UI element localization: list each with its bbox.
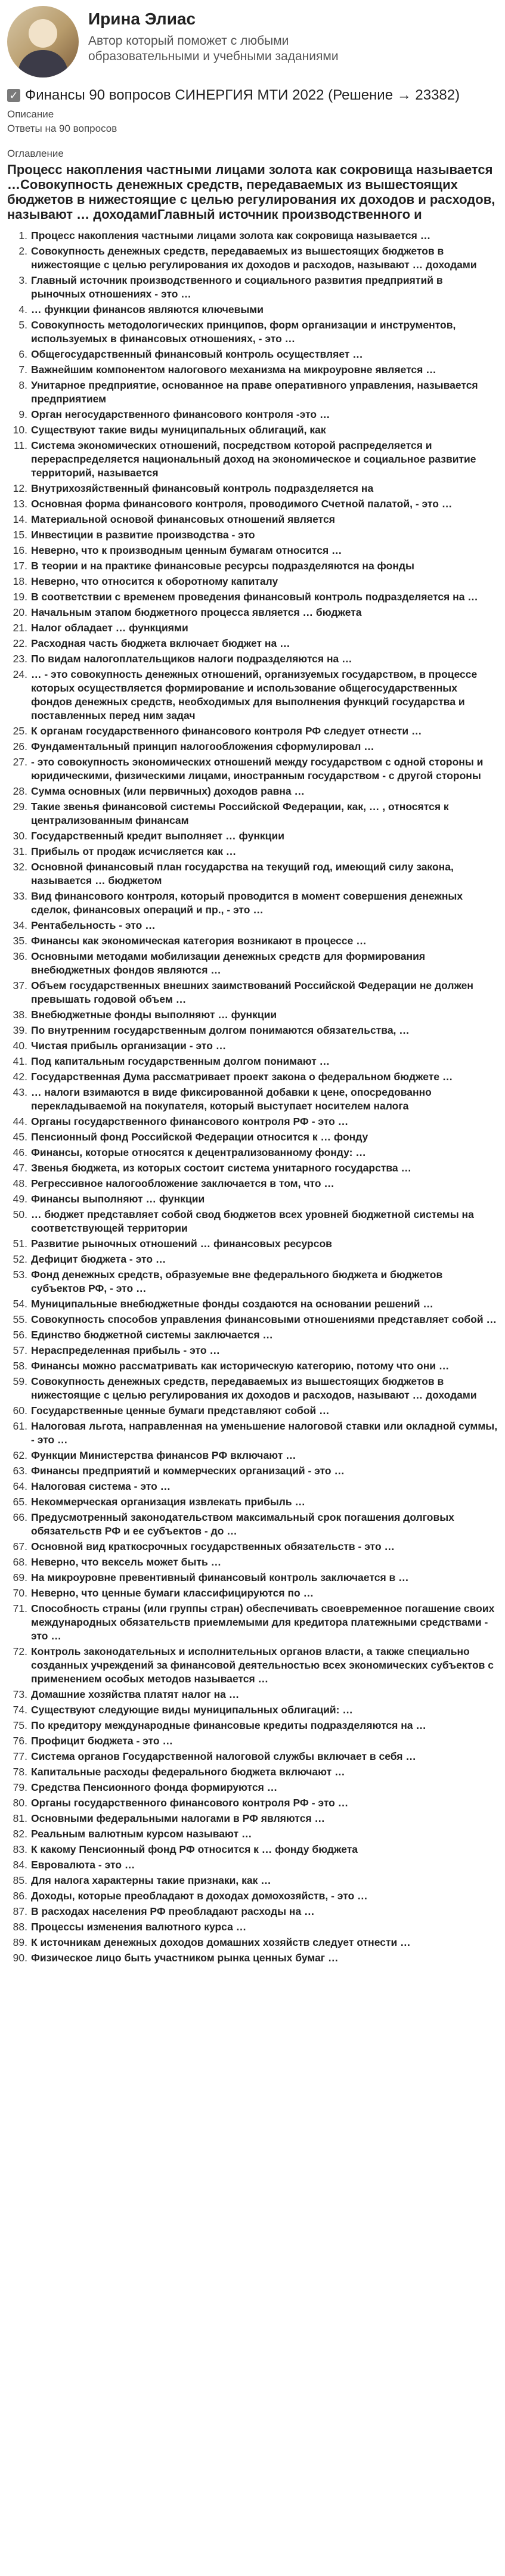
question-text: Вид финансового контроля, который проводится в момент совершения денежных сделок, финансовых операций и пр., - это … <box>31 890 463 916</box>
question-item <box>7 1375 498 1402</box>
description-label: Описание <box>7 109 54 120</box>
toc-label: Оглавление <box>7 148 64 159</box>
question-number: 90. <box>13 1952 27 1964</box>
question-text: Фонд денежных средств, образуемые вне федерального бюджета и бюджетов субъектов РФ, - это … <box>31 1269 443 1294</box>
question-number: 68. <box>13 1556 27 1568</box>
question-number: 29. <box>13 801 27 813</box>
question-item <box>7 800 498 827</box>
question-number: 49. <box>13 1193 27 1205</box>
question-item <box>7 1874 498 1887</box>
question-item <box>7 575 498 588</box>
question-number: 42. <box>13 1071 27 1083</box>
question-text: Важнейшим компонентом налогового механизма на микроуровне является … <box>31 364 436 376</box>
question-item <box>7 621 498 635</box>
question-text: Финансы как экономическая категория возникают в процессе … <box>31 935 367 947</box>
question-number: 82. <box>13 1828 27 1840</box>
question-item <box>7 1571 498 1585</box>
question-number: 7. <box>18 364 27 376</box>
question-number: 8. <box>18 379 27 391</box>
question-item <box>7 1359 498 1373</box>
question-item <box>7 229 498 243</box>
question-text: Основными федеральными налогами в РФ являются … <box>31 1812 326 1824</box>
question-number: 19. <box>13 591 27 603</box>
question-item <box>7 1645 498 1686</box>
question-item <box>7 439 498 480</box>
question-number: 13. <box>13 498 27 510</box>
question-number: 57. <box>13 1344 27 1356</box>
question-number: 39. <box>13 1024 27 1036</box>
question-number: 80. <box>13 1797 27 1809</box>
question-item <box>7 379 498 406</box>
question-text: Прибыль от продаж исчисляется как … <box>31 845 237 857</box>
question-text: Расходная часть бюджета включает бюджет на … <box>31 637 290 649</box>
question-item <box>7 1086 498 1113</box>
question-text: На микроуровне превентивный финансовый контроль заключается в … <box>31 1571 409 1583</box>
question-text: Органы государственного финансового контроля РФ - это … <box>31 1115 349 1127</box>
question-item <box>7 1905 498 1918</box>
question-text: Капитальные расходы федерального бюджета включают … <box>31 1766 345 1778</box>
question-text: Дефицит бюджета - это … <box>31 1253 166 1265</box>
question-number: 6. <box>18 348 27 360</box>
question-text: Доходы, которые преобладают в доходах домохозяйств, - это … <box>31 1890 368 1902</box>
question-item <box>7 724 498 738</box>
question-item <box>7 1858 498 1872</box>
question-item <box>7 590 498 604</box>
question-number: 76. <box>13 1735 27 1747</box>
question-number: 81. <box>13 1812 27 1824</box>
question-item <box>7 845 498 858</box>
question-item <box>7 1703 498 1717</box>
question-text: Развитие рыночных отношений … финансовых ресурсов <box>31 1238 332 1250</box>
question-item <box>7 423 498 437</box>
question-item <box>7 1237 498 1251</box>
question-text: К какому Пенсионный фонд РФ относится к … фонду бюджета <box>31 1843 358 1855</box>
question-list <box>0 229 505 1965</box>
question-text: … налоги взимаются в виде фиксированной добавки к цене, опосредованно перекладываемой на покупателя, который выступает носителем налога <box>31 1086 432 1112</box>
avatar[interactable] <box>7 6 79 78</box>
question-number: 65. <box>13 1496 27 1508</box>
question-item <box>7 497 498 511</box>
question-text: Государственные ценные бумаги представляют собой … <box>31 1405 330 1416</box>
question-text: … - это совокупность денежных отношений, организуемых государством, в процессе которых осуществляется формирование и использование общегосударственных фондов денежных средств, необходимых для выполнения функций государства и поставленных перед ним задач <box>31 668 478 721</box>
question-text: Налоговая система - это … <box>31 1480 171 1492</box>
question-item <box>7 755 498 783</box>
question-text: Основная форма финансового контроля, проводимого Счетной палатой, - это … <box>31 498 453 510</box>
question-item <box>7 1781 498 1794</box>
question-text: Система органов Государственной налоговой службы включает в себя … <box>31 1750 416 1762</box>
question-number: 31. <box>13 845 27 857</box>
question-number: 4. <box>18 303 27 315</box>
question-item <box>7 1115 498 1129</box>
question-item <box>7 1297 498 1311</box>
question-text: Главный источник производственного и социального развития предприятий в рыночных отношениях - это … <box>31 274 443 300</box>
question-item <box>7 740 498 754</box>
question-text: Реальным валютным курсом называют … <box>31 1828 252 1840</box>
question-number: 59. <box>13 1375 27 1387</box>
question-item <box>7 1889 498 1903</box>
question-text: Существуют следующие виды муниципальных облигаций: … <box>31 1704 353 1716</box>
author-description: Автор который поможет с любыми образовательными и учебными заданиями <box>88 34 339 63</box>
question-text: Начальным этапом бюджетного процесса является … бюджета <box>31 606 362 618</box>
question-item <box>7 934 498 948</box>
question-text: Евровалюта - это … <box>31 1859 135 1871</box>
question-number: 5. <box>18 319 27 331</box>
question-item <box>7 1419 498 1447</box>
question-number: 64. <box>13 1480 27 1492</box>
question-text: Профицит бюджета - это … <box>31 1735 173 1747</box>
question-text: Налоговая льгота, направленная на уменьшение налоговой ставки или окладной суммы, - это … <box>31 1420 498 1446</box>
question-item <box>7 1177 498 1191</box>
question-item <box>7 1688 498 1701</box>
question-text: Неверно, что относится к оборотному капиталу <box>31 575 278 587</box>
question-text: Пенсионный фонд Российской Федерации относится к … фонду <box>31 1131 368 1143</box>
question-item <box>7 1192 498 1206</box>
question-item <box>7 1404 498 1418</box>
question-item <box>7 1070 498 1084</box>
question-text: Муниципальные внебюджетные фонды создаются на основании решений … <box>31 1298 433 1310</box>
question-text: Финансы предприятий и коммерческих организаций - это … <box>31 1465 345 1477</box>
question-item <box>7 1464 498 1478</box>
question-text: Унитарное предприятие, основанное на праве оперативного управления, называется предприятием <box>31 379 478 405</box>
question-text: Внебюджетные фонды выполняют … функции <box>31 1009 277 1021</box>
question-text: Инвестиции в развитие производства - это <box>31 529 255 541</box>
question-number: 40. <box>13 1040 27 1052</box>
question-number: 69. <box>13 1571 27 1583</box>
question-number: 84. <box>13 1859 27 1871</box>
question-number: 61. <box>13 1420 27 1432</box>
question-text: К органам государственного финансового контроля РФ следует отнести … <box>31 725 422 737</box>
question-item <box>7 303 498 317</box>
question-item <box>7 1008 498 1022</box>
question-text: Финансы можно рассматривать как историческую категорию, потому что они … <box>31 1360 450 1372</box>
question-text: Нераспределенная прибыль - это … <box>31 1344 220 1356</box>
question-text: Финансы выполняют … функции <box>31 1193 205 1205</box>
question-text: Основной вид краткосрочных государственных обязательств - это … <box>31 1540 395 1552</box>
question-text: В расходах населения РФ преобладают расходы на … <box>31 1905 315 1917</box>
question-text: Процесс накопления частными лицами золота как сокровища называется … <box>31 230 431 241</box>
question-item <box>7 1480 498 1493</box>
question-text: Сумма основных (или первичных) доходов равна … <box>31 785 305 797</box>
question-number: 28. <box>13 785 27 797</box>
question-text: Функции Министерства финансов РФ включают … <box>31 1449 296 1461</box>
question-item <box>7 1920 498 1934</box>
question-item <box>7 1268 498 1295</box>
question-item <box>7 544 498 557</box>
question-number: 24. <box>13 668 27 680</box>
question-item <box>7 1750 498 1763</box>
description-value: Ответы на 90 вопросов <box>7 123 117 134</box>
question-number: 37. <box>13 979 27 991</box>
question-item <box>7 1602 498 1643</box>
question-text: Неверно, что вексель может быть … <box>31 1556 222 1568</box>
question-number: 44. <box>13 1115 27 1127</box>
question-number: 43. <box>13 1086 27 1098</box>
question-number: 22. <box>13 637 27 649</box>
question-text: Неверно, что к производным ценным бумагам относится … <box>31 544 342 556</box>
question-number: 63. <box>13 1465 27 1477</box>
question-number: 50. <box>13 1208 27 1220</box>
question-text: Звенья бюджета, из которых состоит система унитарного государства … <box>31 1162 411 1174</box>
question-number: 66. <box>13 1511 27 1523</box>
question-text: Регрессивное налогообложение заключается в том, что … <box>31 1177 334 1189</box>
question-text: Существуют такие виды муниципальных облигаций, как <box>31 424 326 436</box>
question-number: 41. <box>13 1055 27 1067</box>
question-number: 3. <box>18 274 27 286</box>
question-text: В теории и на практике финансовые ресурсы подразделяются на фонды <box>31 560 414 572</box>
question-text: Система экономических отношений, посредством которой распределяется и перераспределяется национальный доход на экономическое и социальное развитие территорий, называется <box>31 439 476 479</box>
checkbox-icon: ✓ <box>7 89 20 102</box>
question-item <box>7 652 498 666</box>
question-item <box>7 1313 498 1326</box>
question-number: 67. <box>13 1540 27 1552</box>
question-item <box>7 244 498 272</box>
question-text: Чистая прибыль организации - это … <box>31 1040 227 1052</box>
question-text: Такие звенья финансовой системы Российской Федерации, как, … , относятся к централизованным финансам <box>31 801 449 826</box>
question-item <box>7 1827 498 1841</box>
question-item <box>7 1495 498 1509</box>
question-number: 46. <box>13 1146 27 1158</box>
question-item <box>7 482 498 495</box>
question-item <box>7 274 498 301</box>
question-number: 48. <box>13 1177 27 1189</box>
question-number: 86. <box>13 1890 27 1902</box>
question-number: 21. <box>13 622 27 634</box>
question-item <box>7 559 498 573</box>
question-text: Контроль законодательных и исполнительных органов власти, а также специально созданных учреждений за финансовой деятельностью всех экономических субъектов с применением особых методов называется … <box>31 1645 494 1685</box>
question-number: 52. <box>13 1253 27 1265</box>
question-text: Совокупность способов управления финансовыми отношениями представляет собой … <box>31 1313 497 1325</box>
question-item <box>7 1208 498 1235</box>
question-item <box>7 860 498 888</box>
question-text: Под капитальным государственным долгом понимают … <box>31 1055 330 1067</box>
question-item <box>7 1586 498 1600</box>
question-item <box>7 1161 498 1175</box>
question-item <box>7 1936 498 1949</box>
author-info <box>88 10 339 64</box>
question-text: … бюджет представляет собой свод бюджетов всех уровней бюджетной системы на соответствующей территории <box>31 1208 474 1234</box>
question-number: 15. <box>13 529 27 541</box>
question-text: Налог обладает … функциями <box>31 622 188 634</box>
question-text: Рентабельность - это … <box>31 919 156 931</box>
question-text: Государственная Дума рассматривает проект закона о федеральном бюджете … <box>31 1071 453 1083</box>
question-item <box>7 1812 498 1825</box>
question-text: По видам налогоплательщиков налоги подразделяются на … <box>31 653 352 665</box>
question-item <box>7 1055 498 1068</box>
question-number: 10. <box>13 424 27 436</box>
question-item <box>7 1328 498 1342</box>
question-text: Совокупность денежных средств, передаваемых из вышестоящих бюджетов в нижестоящие с целью регулирования их доходов и расходов, называют … доходами <box>31 1375 477 1401</box>
question-item <box>7 1765 498 1779</box>
question-item <box>7 919 498 932</box>
question-number: 20. <box>13 606 27 618</box>
question-text: Внутрихозяйственный финансовый контроль подразделяется на <box>31 482 374 494</box>
question-number: 72. <box>13 1645 27 1657</box>
question-number: 71. <box>13 1602 27 1614</box>
question-text: Процессы изменения валютного курса … <box>31 1921 247 1933</box>
question-number: 89. <box>13 1936 27 1948</box>
question-number: 83. <box>13 1843 27 1855</box>
question-text: Фундаментальный принцип налогообложения сформулировал … <box>31 740 374 752</box>
question-number: 87. <box>13 1905 27 1917</box>
question-number: 33. <box>13 890 27 902</box>
question-item <box>7 950 498 977</box>
question-text: Основной финансовый план государства на текущий год, имеющий силу закона, называется … бюджетом <box>31 861 454 886</box>
question-text: Физическое лицо быть участником рынка ценных бумаг … <box>31 1952 339 1964</box>
question-number: 74. <box>13 1704 27 1716</box>
question-item <box>7 637 498 650</box>
question-item <box>7 318 498 346</box>
question-number: 27. <box>13 756 27 768</box>
question-item <box>7 513 498 526</box>
question-item <box>7 1796 498 1810</box>
question-number: 17. <box>13 560 27 572</box>
question-number: 38. <box>13 1009 27 1021</box>
question-number: 70. <box>13 1587 27 1599</box>
question-text: Предусмотренный законодательством максимальный срок погашения долговых обязательств РФ и ее субъектов - до … <box>31 1511 454 1537</box>
work-title: Финансы 90 вопросов СИНЕРГИЯ МТИ 2022 (Решение → 23382) <box>25 87 460 103</box>
question-item <box>7 668 498 723</box>
question-number: 14. <box>13 513 27 525</box>
question-text: Совокупность методологических принципов, форм организации и инструментов, используемых в финансовых отношениях, - это … <box>31 319 456 345</box>
question-text: Материальной основой финансовых отношений является <box>31 513 335 525</box>
question-number: 25. <box>13 725 27 737</box>
question-number: 26. <box>13 740 27 752</box>
question-text: По кредитору международные финансовые кредиты подразделяются на … <box>31 1719 426 1731</box>
question-item <box>7 1951 498 1965</box>
question-number: 78. <box>13 1766 27 1778</box>
question-number: 18. <box>13 575 27 587</box>
question-item <box>7 1734 498 1748</box>
question-number: 23. <box>13 653 27 665</box>
question-number: 36. <box>13 950 27 962</box>
question-number: 79. <box>13 1781 27 1793</box>
question-item <box>7 348 498 361</box>
question-number: 53. <box>13 1269 27 1281</box>
question-text: Государственный кредит выполняет … функции <box>31 830 284 842</box>
question-number: 16. <box>13 544 27 556</box>
question-number: 60. <box>13 1405 27 1416</box>
question-text: Финансы, которые относятся к децентрализованному фонду: … <box>31 1146 366 1158</box>
question-number: 9. <box>18 408 27 420</box>
question-text: - это совокупность экономических отношений между государством с одной стороны и юридическими, физическими лицами, иностранным государством - с другой стороны <box>31 756 484 782</box>
question-item <box>7 1130 498 1144</box>
question-number: 58. <box>13 1360 27 1372</box>
question-number: 34. <box>13 919 27 931</box>
question-text: Объем государственных внешних заимствований Российской Федерации не должен превышать годовой объем … <box>31 979 473 1005</box>
question-number: 2. <box>18 245 27 257</box>
question-item <box>7 979 498 1006</box>
question-number: 51. <box>13 1238 27 1250</box>
question-item <box>7 1555 498 1569</box>
question-item <box>7 785 498 798</box>
question-number: 88. <box>13 1921 27 1933</box>
question-item <box>7 408 498 421</box>
question-number: 30. <box>13 830 27 842</box>
question-text: Основными методами мобилизации денежных средств для формирования внебюджетных фондов являются … <box>31 950 426 976</box>
question-text: Орган негосударственного финансового контроля -это … <box>31 408 330 420</box>
work-title-row <box>0 87 505 104</box>
question-item <box>7 528 498 542</box>
question-item <box>7 363 498 377</box>
question-text: К источникам денежных доходов домашних хозяйств следует отнести … <box>31 1936 411 1948</box>
question-item <box>7 1719 498 1732</box>
question-text: Органы государственного финансового контроля РФ - это … <box>31 1797 349 1809</box>
question-item <box>7 1540 498 1554</box>
question-number: 35. <box>13 935 27 947</box>
question-number: 54. <box>13 1298 27 1310</box>
question-item <box>7 1843 498 1856</box>
question-text: Совокупность денежных средств, передаваемых из вышестоящих бюджетов в нижестоящие с целью регулирования их доходов и расходов, называют … доходами <box>31 245 477 271</box>
question-number: 12. <box>13 482 27 494</box>
question-number: 11. <box>13 439 27 451</box>
question-text: Неверно, что ценные бумаги классифицируются по … <box>31 1587 314 1599</box>
question-number: 45. <box>13 1131 27 1143</box>
question-item <box>7 1039 498 1053</box>
question-item <box>7 1024 498 1037</box>
question-number: 75. <box>13 1719 27 1731</box>
question-number: 77. <box>13 1750 27 1762</box>
question-text: Средства Пенсионного фонда формируются … <box>31 1781 278 1793</box>
question-item <box>7 1511 498 1538</box>
author-name[interactable]: Ирина Элиас <box>88 10 196 28</box>
question-number: 32. <box>13 861 27 873</box>
question-text: Единство бюджетной системы заключается … <box>31 1329 273 1341</box>
question-number: 56. <box>13 1329 27 1341</box>
author-header <box>0 0 505 87</box>
question-item <box>7 1344 498 1357</box>
question-item <box>7 606 498 619</box>
question-number: 47. <box>13 1162 27 1174</box>
question-item <box>7 1253 498 1266</box>
question-number: 85. <box>13 1874 27 1886</box>
question-text: По внутренним государственным долгом понимаются обязательства, … <box>31 1024 410 1036</box>
question-item <box>7 1146 498 1160</box>
question-item <box>7 1449 498 1462</box>
question-number: 55. <box>13 1313 27 1325</box>
question-number: 73. <box>13 1688 27 1700</box>
question-number: 1. <box>18 230 27 241</box>
question-text: Общегосударственный финансовый контроль осуществляет … <box>31 348 363 360</box>
question-item <box>7 829 498 843</box>
question-number: 62. <box>13 1449 27 1461</box>
question-text: Некоммерческая организация извлекать прибыль … <box>31 1496 306 1508</box>
question-item <box>7 889 498 917</box>
toc-heading: Процесс накопления частными лицами золота как сокровища называется …Совокупность денежных средств, передаваемых из вышестоящих бюджетов в нижестоящие с целью регулирования их доходов и расходов, называют … доходамиГлавный источник производственного и <box>7 162 495 222</box>
question-text: Домашние хозяйства платят налог на … <box>31 1688 240 1700</box>
question-text: Способность страны (или группы стран) обеспечивать своевременное погашение своих международных обязательств приемлемыми для кредитора платежными средствами - это … <box>31 1602 495 1642</box>
question-text: Для налога характерны такие признаки, как … <box>31 1874 271 1886</box>
question-text: В соответствии с временем проведения финансовый контроль подразделяется на … <box>31 591 478 603</box>
question-text: … функции финансов являются ключевыми <box>31 303 264 315</box>
